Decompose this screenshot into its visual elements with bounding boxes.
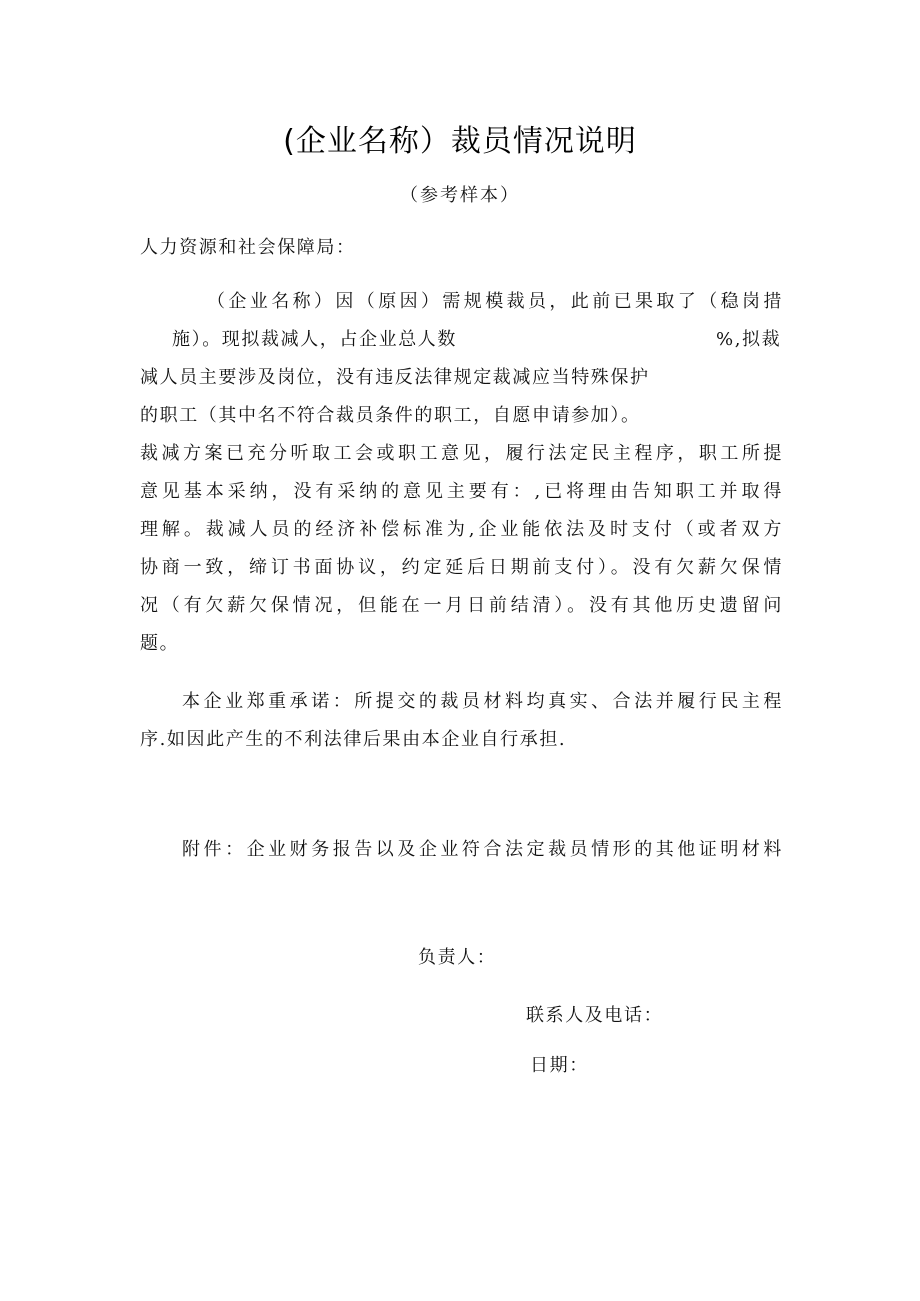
para2-line6: 题。	[140, 633, 180, 654]
addressee: 人力资源和社会保障局：	[140, 237, 356, 258]
para2-line3: 理解。裁减人员的经济补偿标准为,企业能依法及时支付（或者双方	[140, 519, 783, 540]
para1-line2-left: 施）。现拟裁减人，占企业总人数	[172, 329, 457, 350]
para1-line4: 的职工（其中名不符合裁员条件的职工，自愿申请参加）。	[140, 405, 641, 426]
contact-phone-label: 联系人及电话：	[526, 1005, 664, 1026]
para2-line1: 裁减方案已充分听取工会或职工意见，履行法定民主程序，职工所提	[140, 443, 783, 464]
responsible-person-label: 负责人：	[418, 947, 497, 968]
para1-line2-right: %,拟裁	[716, 329, 782, 350]
para1-line1: （企业名称）因（原因）需规模裁员，此前已果取了（稳岗措	[207, 291, 783, 312]
para1-line3: 减人员主要涉及岗位，没有违反法律规定裁减应当特殊保护	[140, 367, 650, 388]
para2-line2: 意见基本采纳，没有采纳的意见主要有：,已将理由告知职工并取得	[140, 481, 783, 502]
para3-line2: 序.如因此产生的不利法律后果由本企业自行承担.	[140, 729, 567, 750]
document-subtitle: （参考样本）	[400, 185, 520, 206]
attachment-note: 附件：企业财务报告以及企业符合法定裁员情形的其他证明材料	[182, 839, 783, 860]
date-label: 日期：	[530, 1055, 589, 1076]
para3-line1: 本企业郑重承诺：所提交的裁员材料均真实、合法并履行民主程	[182, 691, 783, 712]
document-title: (企业名称）裁员情况说明	[283, 124, 637, 159]
para2-line5: 况（有欠薪欠保情况，但能在一月日前结清）。没有其他历史遗留问	[140, 595, 783, 616]
para2-line4: 协商一致，缔订书面协议，约定延后日期前支付）。没有欠薪欠保情	[140, 557, 783, 578]
